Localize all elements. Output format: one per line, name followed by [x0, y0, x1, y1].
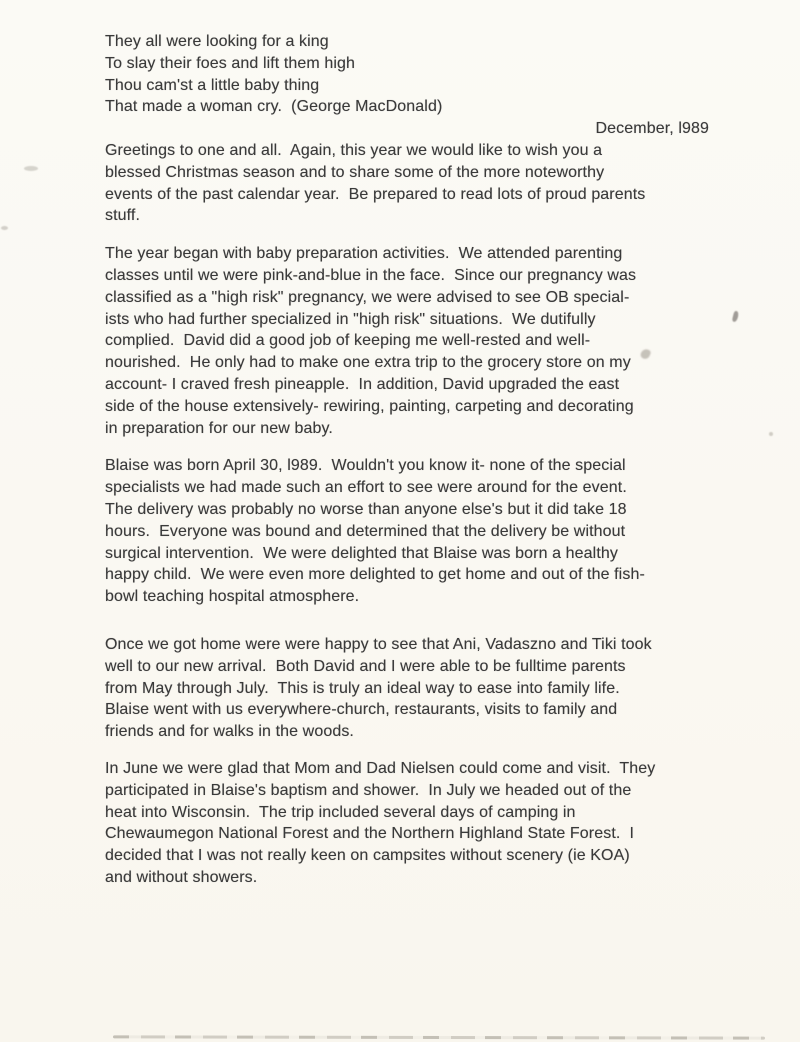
text-line: That made a woman cry. (George MacDonald) [105, 98, 443, 116]
text-line: well to our new arrival. Both David and I were able to be fulltime parents [105, 657, 626, 675]
text-line: stuff. [105, 207, 140, 225]
text-line: participated in Blaise's baptism and shower. In July we headed out of the [105, 781, 632, 799]
paragraph-home-life [105, 634, 719, 743]
poem-quote [105, 31, 719, 118]
scan-speck [24, 166, 38, 171]
text-line: surgical intervention. We were delighted that Blaise was born a healthy [105, 544, 618, 562]
paragraph-greeting [105, 140, 719, 227]
text-line: events of the past calendar year. Be prepared to read lots of proud parents [105, 185, 646, 203]
scan-speck [1, 226, 8, 230]
text-line: bowl teaching hospital atmosphere. [105, 588, 360, 606]
text-line: To slay their foes and lift them high [105, 54, 356, 72]
text-line: Once we got home were were happy to see that Ani, Vadaszno and Tiki took [105, 635, 652, 653]
paragraph-baby-preparation [105, 243, 719, 439]
text-line: classified as a "high risk" pregnancy, we were advised to see OB special- [105, 288, 630, 306]
text-line: The delivery was probably no worse than anyone else's but it did take 18 [105, 500, 627, 518]
text-line: complied. David did a good job of keeping me well-rested and well- [105, 332, 591, 350]
text-line: They all were looking for a king [105, 33, 329, 50]
paper-bottom-edge-shadow [113, 1035, 765, 1039]
text-line: friends and for walks in the woods. [105, 723, 354, 741]
text-line: Blaise went with us everywhere-church, restaurants, visits to family and [105, 701, 618, 719]
paragraph-visit-and-trip [105, 758, 719, 889]
text-line: hours. Everyone was bound and determined that the delivery be without [105, 522, 626, 540]
text-line: happy child. We were even more delighted to get home and out of the fish- [105, 566, 645, 584]
text-line: blessed Christmas season and to share some of the more noteworthy [105, 163, 605, 181]
scan-speck [769, 432, 773, 436]
text-line: In June we were glad that Mom and Dad Nielsen could come and visit. They [105, 759, 656, 777]
text-line: and without showers. [105, 868, 258, 886]
text-line: decided that I was not really keen on campsites without scenery (ie KOA) [105, 847, 630, 865]
scan-speck [732, 311, 740, 323]
text-line: classes until we were pink-and-blue in the face. Since our pregnancy was [105, 266, 637, 284]
text-line: The year began with baby preparation activities. We attended parenting [105, 245, 623, 263]
letter-page [105, 31, 719, 889]
text-line: specialists we had made such an effort to see were around for the event. [105, 479, 627, 497]
text-line: in preparation for our new baby. [105, 419, 333, 437]
text-line: ists who had further specialized in "high risk" situations. We dutifully [105, 310, 596, 328]
text-line: from May through July. This is truly an ideal way to ease into family life. [105, 679, 620, 697]
text-line: side of the house extensively- rewiring, painting, carpeting and decorating [105, 397, 634, 415]
date-line: December, l989 [595, 120, 709, 138]
text-line: Thou cam'st a little baby thing [105, 76, 320, 94]
text-line: heat into Wisconsin. The trip included several days of camping in [105, 803, 576, 821]
text-line: Chewaumegon National Forest and the Northern Highland State Forest. I [105, 825, 635, 843]
text-line: Greetings to one and all. Again, this year we would like to wish you a [105, 141, 603, 159]
text-line: Blaise was born April 30, l989. Wouldn't you know it- none of the special [105, 457, 626, 475]
text-line: nourished. He only had to make one extra trip to the grocery store on my [105, 354, 631, 372]
paragraph-birth [105, 455, 719, 608]
text-line: account- I craved fresh pineapple. In addition, David upgraded the east [105, 375, 620, 393]
